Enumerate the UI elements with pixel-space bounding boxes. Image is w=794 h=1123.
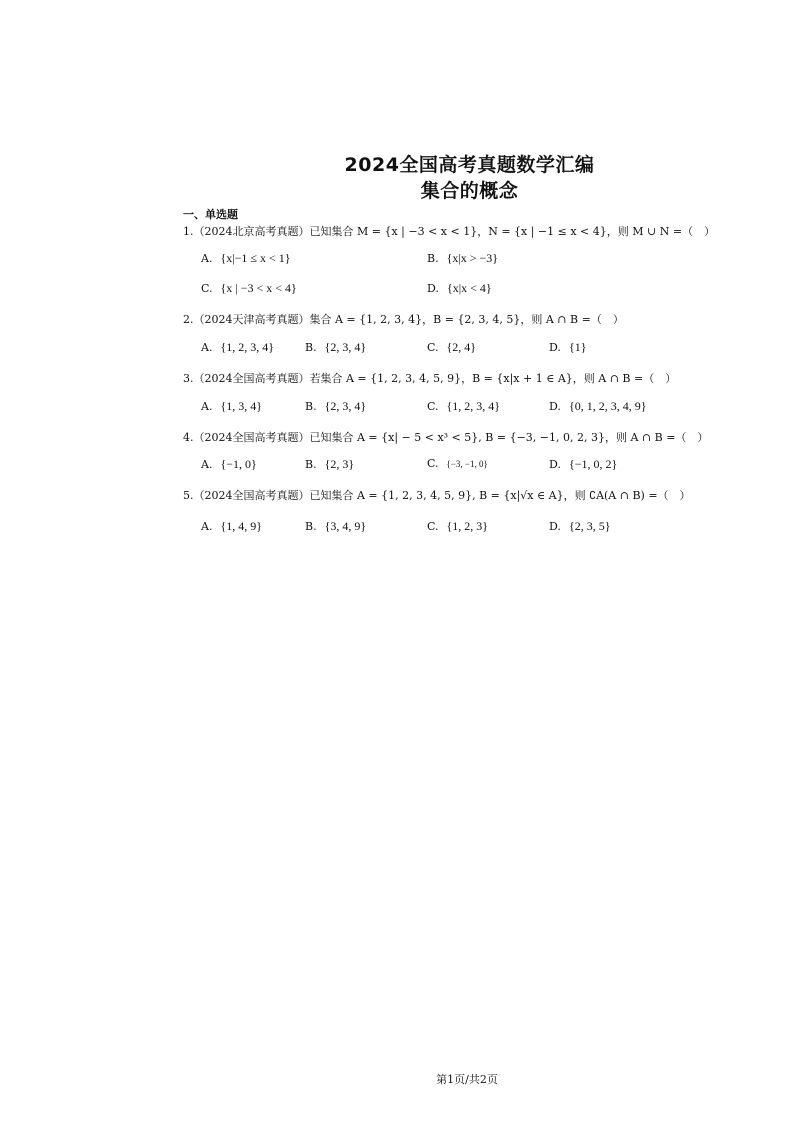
question-3-option-c xyxy=(427,399,500,414)
option-label: D. xyxy=(427,282,439,295)
question-1-option-a xyxy=(201,251,291,266)
option-label: D. xyxy=(549,458,561,471)
question-5-stem: 5.（2024全国高考真题）已知集合 A = {1, 2, 3, 4, 5, 9}, B = {x|√x ∈ A}，则 ∁A(A ∩ B) =（ ） xyxy=(183,489,691,502)
option-label: C. xyxy=(201,282,213,295)
option-text: {3, 4, 9} xyxy=(324,519,367,533)
question-5-option-b xyxy=(305,519,366,534)
question-1-option-c xyxy=(201,281,297,296)
option-text: {x|−1 ≤ x < 1} xyxy=(220,251,291,265)
option-text: {1, 2, 3, 4} xyxy=(220,340,274,354)
option-text: {2, 3} xyxy=(324,457,355,471)
option-text: {x | −3 < x < 4} xyxy=(220,281,297,295)
option-label: C. xyxy=(427,520,439,533)
option-label: C. xyxy=(427,341,439,354)
question-5-option-c xyxy=(427,519,488,534)
question-1-stem: 1.（2024北京高考真题）已知集合 M = {x | −3 < x < 1}，N = {x | −1 ≤ x < 4}，则 M ∪ N =（ ） xyxy=(183,225,716,238)
question-4-option-a xyxy=(201,457,257,472)
question-2-option-d xyxy=(549,340,586,355)
option-text: {2, 3, 4} xyxy=(324,340,367,354)
question-3-option-b xyxy=(305,399,366,414)
option-text: {x|x < 4} xyxy=(446,281,492,295)
option-text: {−1, 0} xyxy=(220,457,257,471)
question-4-option-d xyxy=(549,457,617,472)
option-text: {1, 4, 9} xyxy=(220,519,262,533)
question-2-option-a xyxy=(201,340,274,355)
option-text: {x|x > −3} xyxy=(446,251,499,265)
option-text: {1, 2, 3, 4} xyxy=(446,399,501,413)
question-4-stem: 4.（2024全国高考真题）已知集合 A = {x| − 5 < x³ < 5}, B = {−3, −1, 0, 2, 3}，则 A ∩ B =（ ） xyxy=(183,431,709,444)
option-label: B. xyxy=(305,341,317,354)
option-text: {2, 3, 5} xyxy=(568,519,611,533)
question-1-option-d xyxy=(427,281,492,296)
option-text: {2, 3, 4} xyxy=(324,399,367,413)
option-text: {−3, −1, 0} xyxy=(446,459,488,469)
option-label: A. xyxy=(201,252,213,265)
option-label: A. xyxy=(201,400,213,413)
option-label: B. xyxy=(305,458,317,471)
section-heading: 一、单选题 xyxy=(183,208,238,221)
option-text: {−1, 0, 2} xyxy=(568,457,618,471)
option-label: D. xyxy=(549,341,561,354)
question-2-stem: 2.（2024天津高考真题）集合 A = {1, 2, 3, 4}，B = {2, 3, 4, 5}，则 A ∩ B =（ ） xyxy=(183,313,624,326)
question-3-option-d xyxy=(549,399,646,414)
question-2-option-b xyxy=(305,340,366,355)
option-label: B. xyxy=(305,400,317,413)
option-text: {2, 4} xyxy=(446,340,477,354)
option-label: B. xyxy=(427,252,439,265)
option-label: D. xyxy=(549,400,561,413)
option-text: {1, 3, 4} xyxy=(220,399,262,413)
option-label: A. xyxy=(201,341,213,354)
option-label: B. xyxy=(305,520,317,533)
option-label: C. xyxy=(427,457,439,470)
question-2-option-c xyxy=(427,340,476,355)
question-4-option-c xyxy=(427,457,488,470)
question-5-option-d xyxy=(549,519,610,534)
option-label: A. xyxy=(201,520,213,533)
page-footer: 第1页/共2页 xyxy=(436,1073,498,1086)
question-3-stem: 3.（2024全国高考真题）若集合 A = {1, 2, 3, 4, 5, 9}，B = {x|x + 1 ∈ A}，则 A ∩ B =（ ） xyxy=(183,372,677,385)
option-label: A. xyxy=(201,458,213,471)
option-text: {0, 1, 2, 3, 4, 9} xyxy=(568,399,647,413)
question-5-option-a xyxy=(201,519,262,534)
option-label: D. xyxy=(549,520,561,533)
option-text: {1, 2, 3} xyxy=(446,519,489,533)
question-1-option-b xyxy=(427,251,498,266)
question-3-option-a xyxy=(201,399,262,414)
option-text: {1} xyxy=(568,340,587,354)
option-label: C. xyxy=(427,400,439,413)
document-title: 2024全国高考真题数学汇编 xyxy=(344,154,595,176)
document-subtitle: 集合的概念 xyxy=(420,180,519,202)
question-4-option-b xyxy=(305,457,354,472)
